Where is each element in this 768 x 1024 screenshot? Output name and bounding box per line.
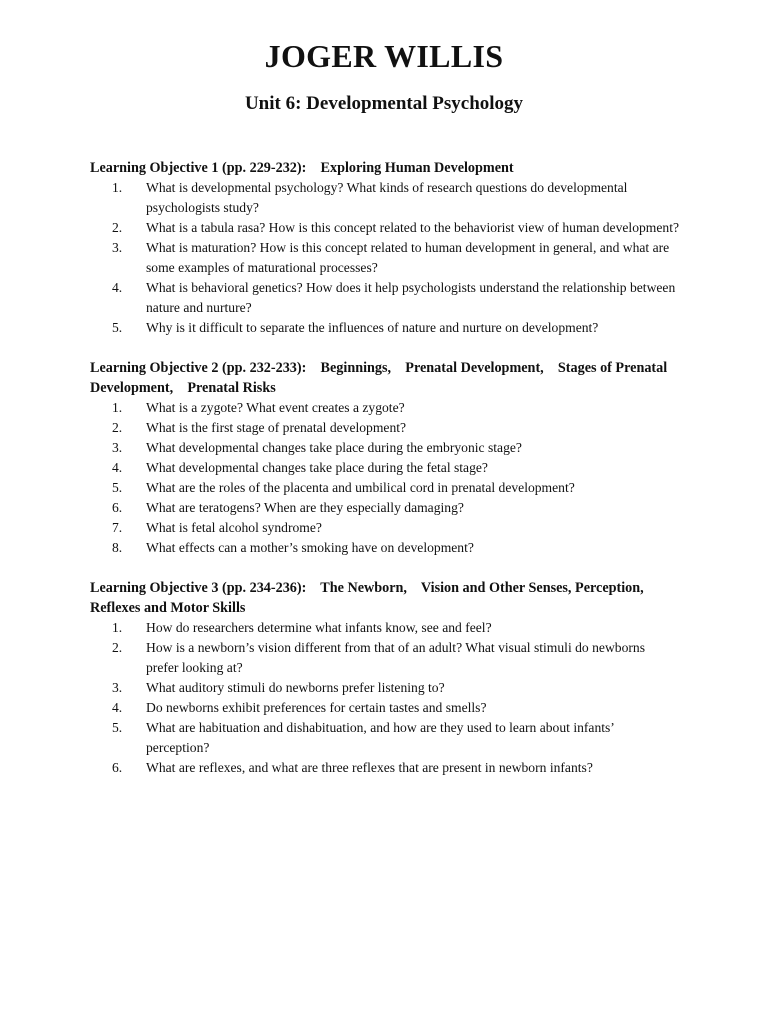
learning-objective-section — [90, 358, 680, 558]
question-number: 4. — [112, 280, 123, 295]
question-item — [90, 438, 680, 458]
question-text: What developmental changes take place during the fetal stage? — [146, 460, 488, 475]
question-number: 2. — [112, 640, 123, 655]
question-item — [90, 618, 680, 638]
question-item — [90, 418, 680, 438]
question-text: What is developmental psychology? What kinds of research questions do developmental psychologists study? — [146, 180, 628, 215]
question-text: Do newborns exhibit preferences for certain tastes and smells? — [146, 700, 487, 715]
learning-objective-heading: Learning Objective 2 (pp. 232-233): Beginnings, Prenatal Development, Stages of Prenatal Development, Prenatal Risks — [90, 360, 671, 396]
document-subtitle: Unit 6: Developmental Psychology — [244, 93, 524, 114]
question-item — [90, 518, 680, 538]
question-number: 2. — [112, 420, 123, 435]
question-text: What developmental changes take place during the embryonic stage? — [146, 440, 522, 455]
question-number: 6. — [112, 760, 123, 775]
question-text: What auditory stimuli do newborns prefer listening to? — [146, 680, 445, 695]
question-number: 6. — [112, 500, 123, 515]
learning-objective-section — [90, 158, 680, 338]
question-list — [90, 398, 680, 558]
question-item — [90, 398, 680, 418]
question-text: Why is it difficult to separate the influences of nature and nurture on development? — [146, 320, 599, 335]
question-text: What are teratogens? When are they especially damaging? — [146, 500, 464, 515]
question-item — [90, 278, 680, 318]
question-item — [90, 178, 680, 218]
learning-objective-heading: Learning Objective 3 (pp. 234-236): The Newborn, Vision and Other Senses, Perception, Reflexes and Motor Skills — [90, 580, 658, 616]
question-text: What are habituation and dishabituation, and how are they used to learn about infants’ perception? — [146, 720, 614, 755]
question-item — [90, 718, 680, 758]
question-item — [90, 238, 680, 278]
question-item — [90, 478, 680, 498]
question-text: What are reflexes, and what are three reflexes that are present in newborn infants? — [146, 760, 593, 775]
question-item — [90, 498, 680, 518]
question-number: 8. — [112, 540, 123, 555]
question-item — [90, 318, 680, 338]
question-item — [90, 538, 680, 558]
question-text: How is a newborn’s vision different from that of an adult? What visual stimuli do newborns prefer looking at? — [146, 640, 645, 675]
objectives-container — [90, 158, 680, 798]
question-number: 5. — [112, 320, 123, 335]
question-item — [90, 638, 680, 678]
question-number: 5. — [112, 480, 123, 495]
question-text: What is fetal alcohol syndrome? — [146, 520, 322, 535]
question-text: What is maturation? How is this concept related to human development in general, and what are some examples of maturational processes? — [146, 240, 670, 275]
question-text: What is the first stage of prenatal development? — [146, 420, 407, 435]
question-item — [90, 678, 680, 698]
learning-objective-section — [90, 578, 680, 778]
question-item — [90, 698, 680, 718]
question-list — [90, 618, 680, 778]
question-number: 2. — [112, 220, 123, 235]
question-text: How do researchers determine what infants know, see and feel? — [146, 620, 492, 635]
question-number: 1. — [112, 400, 123, 415]
question-number: 1. — [112, 180, 123, 195]
question-number: 5. — [112, 720, 123, 735]
question-text: What are the roles of the placenta and umbilical cord in prenatal development? — [146, 480, 575, 495]
question-number: 4. — [112, 460, 123, 475]
question-item — [90, 218, 680, 238]
question-number: 7. — [112, 520, 123, 535]
question-number: 3. — [112, 440, 123, 455]
question-number: 3. — [112, 240, 123, 255]
question-number: 3. — [112, 680, 123, 695]
question-text: What is a zygote? What event creates a zygote? — [146, 400, 405, 415]
question-text: What is a tabula rasa? How is this concept related to the behaviorist view of human development? — [146, 220, 680, 235]
question-item — [90, 458, 680, 478]
question-text: What is behavioral genetics? How does it help psychologists understand the relationship between nature and nurture? — [146, 280, 676, 315]
question-list — [90, 178, 680, 338]
question-item — [90, 758, 680, 778]
question-text: What effects can a mother’s smoking have on development? — [146, 540, 474, 555]
question-number: 1. — [112, 620, 123, 635]
document-title: JOGER WILLIS — [264, 38, 504, 74]
learning-objective-heading: Learning Objective 1 (pp. 229-232): Exploring Human Development — [90, 160, 514, 176]
question-number: 4. — [112, 700, 123, 715]
